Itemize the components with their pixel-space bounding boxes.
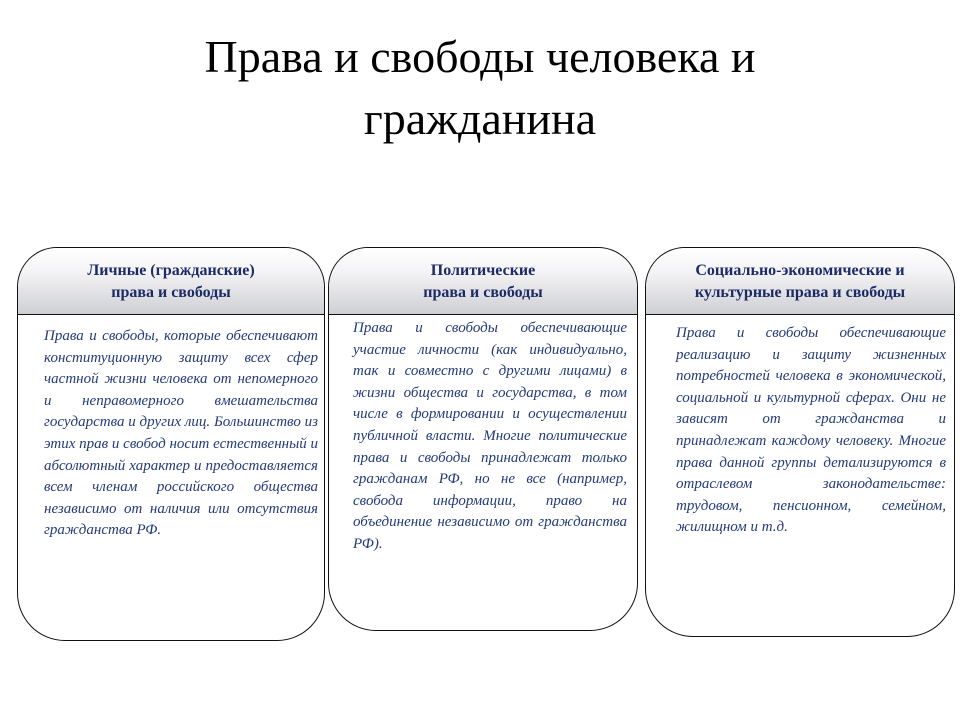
card-description: Права и свободы обеспечивающие участие личности (как индивидуально, так и совместно с другими лицами) в жизни общества и государства, в том числе в формировании и осуществлении публичной власти. Многие политические права и свободы принадлежат только гражданам РФ, но не все (например, свобода информации, право на объединение независимо от гражданства РФ). [353,320,627,552]
card-description: Права и свободы, которые обеспечивают конституционную защиту всех сфер частной жизни человека от непомерного и неправомерного вмешательства государства и других лиц. Большинство из этих прав и свобод носит естественный и абсолютный характер и предоставляется всем членам российского общества независимо от наличия или отсутствия гражданства РФ. [44,328,318,539]
card-heading-line-2: права и свободы [423,284,543,301]
card-heading-line-1: Политические [430,262,536,279]
card-political-rights [328,247,638,631]
card-heading [695,260,905,304]
card-description: Права и свободы обеспечивающие реализацию и защиту жизненных потребностей человека в экономической, социальной и культурной сферах. Они не зависят от гражданства и принадлежат каждому человеку. Многие права данной группы детализируются в отраслевом законодательстве: трудовом, пенсионном, семейном, жилищном и т.д. [676,325,946,536]
card-heading-line-2: права и свободы [111,284,231,301]
card-heading-line-1: Личные (гражданские) [87,262,255,279]
card-personal-rights [17,247,325,641]
card-heading [423,260,543,304]
card-heading-box [646,248,954,315]
page-title-line-1: Права и свободы человека и [204,31,756,82]
page-title [60,26,900,150]
card-heading [87,260,254,304]
card-heading-line-2: культурные права и свободы [694,284,906,301]
page-title-line-2: гражданина [363,93,597,144]
card-heading-box [18,248,324,315]
card-heading-box [329,248,637,315]
card-socioeconomic-rights [645,247,955,637]
card-heading-line-1: Социально-экономические и [695,262,905,279]
